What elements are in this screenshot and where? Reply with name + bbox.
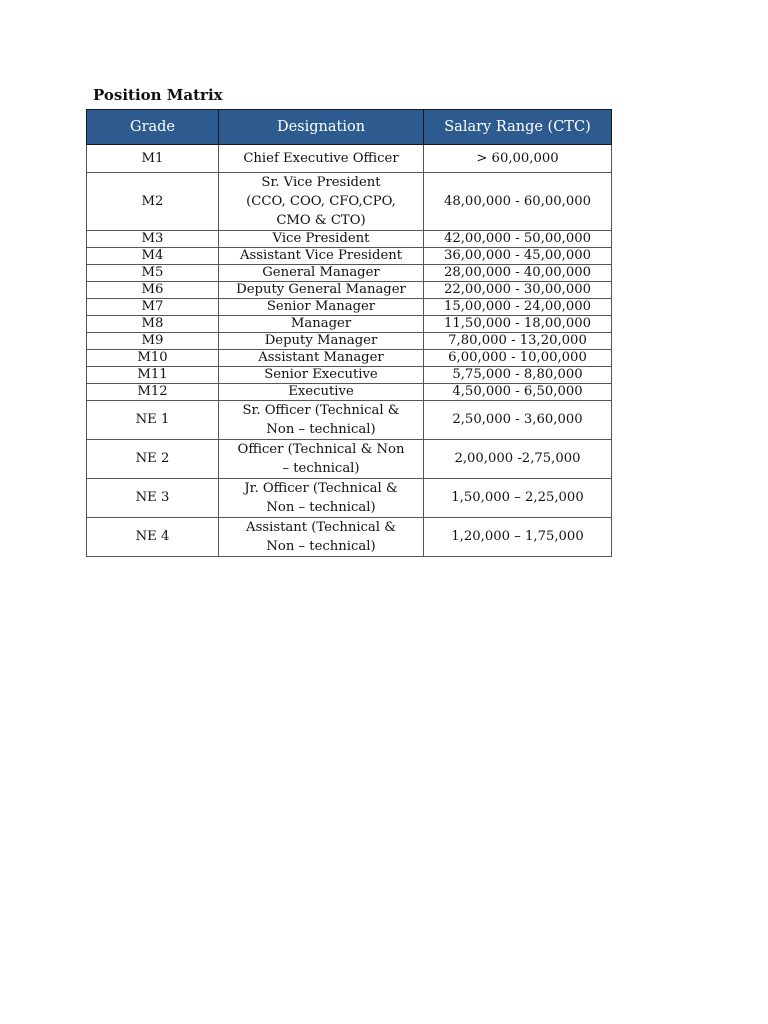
- designation-line: – technical): [282, 461, 360, 476]
- grade-cell: M4: [87, 248, 219, 265]
- grade-cell: NE 2: [87, 440, 219, 479]
- salary-range-cell: 28,00,000 - 40,00,000: [424, 265, 612, 282]
- table-row: [87, 265, 612, 282]
- designation-cell: Assistant Vice President: [219, 248, 424, 265]
- designation-line: Non – technical): [266, 500, 376, 515]
- salary-range-cell: 15,00,000 - 24,00,000: [424, 299, 612, 316]
- salary-range-cell: > 60,00,000: [424, 145, 612, 173]
- grade-cell: M11: [87, 367, 219, 384]
- page-title: Position Matrix: [93, 86, 223, 104]
- salary-range-cell: 36,00,000 - 45,00,000: [424, 248, 612, 265]
- column-header-designation: Designation: [219, 110, 424, 145]
- designation-cell: [219, 401, 424, 440]
- designation-line: (CCO, COO, CFO,CPO,: [246, 194, 396, 209]
- salary-range-cell: 7,80,000 - 13,20,000: [424, 333, 612, 350]
- designation-cell: Executive: [219, 384, 424, 401]
- table-row: [87, 173, 612, 231]
- salary-range-cell: 2,50,000 - 3,60,000: [424, 401, 612, 440]
- table-row: [87, 350, 612, 367]
- designation-cell: [219, 518, 424, 557]
- designation-cell: Senior Executive: [219, 367, 424, 384]
- designation-cell: [219, 479, 424, 518]
- table-row: [87, 145, 612, 173]
- designation-cell: Deputy Manager: [219, 333, 424, 350]
- table-header-row: [87, 110, 612, 145]
- salary-range-cell: 6,00,000 - 10,00,000: [424, 350, 612, 367]
- grade-cell: M3: [87, 231, 219, 248]
- table-row: [87, 333, 612, 350]
- designation-cell: [219, 440, 424, 479]
- designation-line: Non – technical): [266, 539, 376, 554]
- grade-cell: M5: [87, 265, 219, 282]
- salary-range-cell: 1,50,000 – 2,25,000: [424, 479, 612, 518]
- salary-range-cell: 48,00,000 - 60,00,000: [424, 173, 612, 231]
- grade-cell: M2: [87, 173, 219, 231]
- grade-cell: M12: [87, 384, 219, 401]
- table-row: [87, 518, 612, 557]
- table-row: [87, 401, 612, 440]
- table-row: [87, 316, 612, 333]
- table-row: [87, 282, 612, 299]
- designation-line: Non – technical): [266, 422, 376, 437]
- designation-cell: [219, 173, 424, 231]
- designation-line: Assistant (Technical &: [246, 520, 396, 535]
- salary-range-cell: 1,20,000 – 1,75,000: [424, 518, 612, 557]
- grade-cell: M10: [87, 350, 219, 367]
- column-header-grade: Grade: [87, 110, 219, 145]
- designation-cell: Chief Executive Officer: [219, 145, 424, 173]
- table-row: [87, 479, 612, 518]
- designation-cell: General Manager: [219, 265, 424, 282]
- grade-cell: M1: [87, 145, 219, 173]
- designation-cell: Senior Manager: [219, 299, 424, 316]
- grade-cell: M8: [87, 316, 219, 333]
- table-row: [87, 248, 612, 265]
- column-header-salary-range: Salary Range (CTC): [424, 110, 612, 145]
- table-row: [87, 299, 612, 316]
- designation-line: Sr. Officer (Technical &: [242, 403, 400, 418]
- table-row: [87, 440, 612, 479]
- salary-range-cell: 42,00,000 - 50,00,000: [424, 231, 612, 248]
- grade-cell: M7: [87, 299, 219, 316]
- salary-range-cell: 22,00,000 - 30,00,000: [424, 282, 612, 299]
- designation-cell: Vice President: [219, 231, 424, 248]
- designation-line: Jr. Officer (Technical &: [244, 481, 398, 496]
- designation-line: Officer (Technical & Non: [237, 442, 405, 457]
- salary-range-cell: 4,50,000 - 6,50,000: [424, 384, 612, 401]
- salary-range-cell: 2,00,000 -2,75,000: [424, 440, 612, 479]
- designation-line: CMO & CTO): [276, 213, 366, 228]
- table-row: [87, 367, 612, 384]
- grade-cell: NE 1: [87, 401, 219, 440]
- designation-line: Sr. Vice President: [261, 175, 381, 190]
- designation-cell: Deputy General Manager: [219, 282, 424, 299]
- designation-cell: Manager: [219, 316, 424, 333]
- grade-cell: M9: [87, 333, 219, 350]
- designation-cell: Assistant Manager: [219, 350, 424, 367]
- grade-cell: NE 3: [87, 479, 219, 518]
- salary-range-cell: 5,75,000 - 8,80,000: [424, 367, 612, 384]
- grade-cell: NE 4: [87, 518, 219, 557]
- grade-cell: M6: [87, 282, 219, 299]
- table-row: [87, 384, 612, 401]
- table-row: [87, 231, 612, 248]
- salary-range-cell: 11,50,000 - 18,00,000: [424, 316, 612, 333]
- position-matrix-table: [86, 109, 612, 557]
